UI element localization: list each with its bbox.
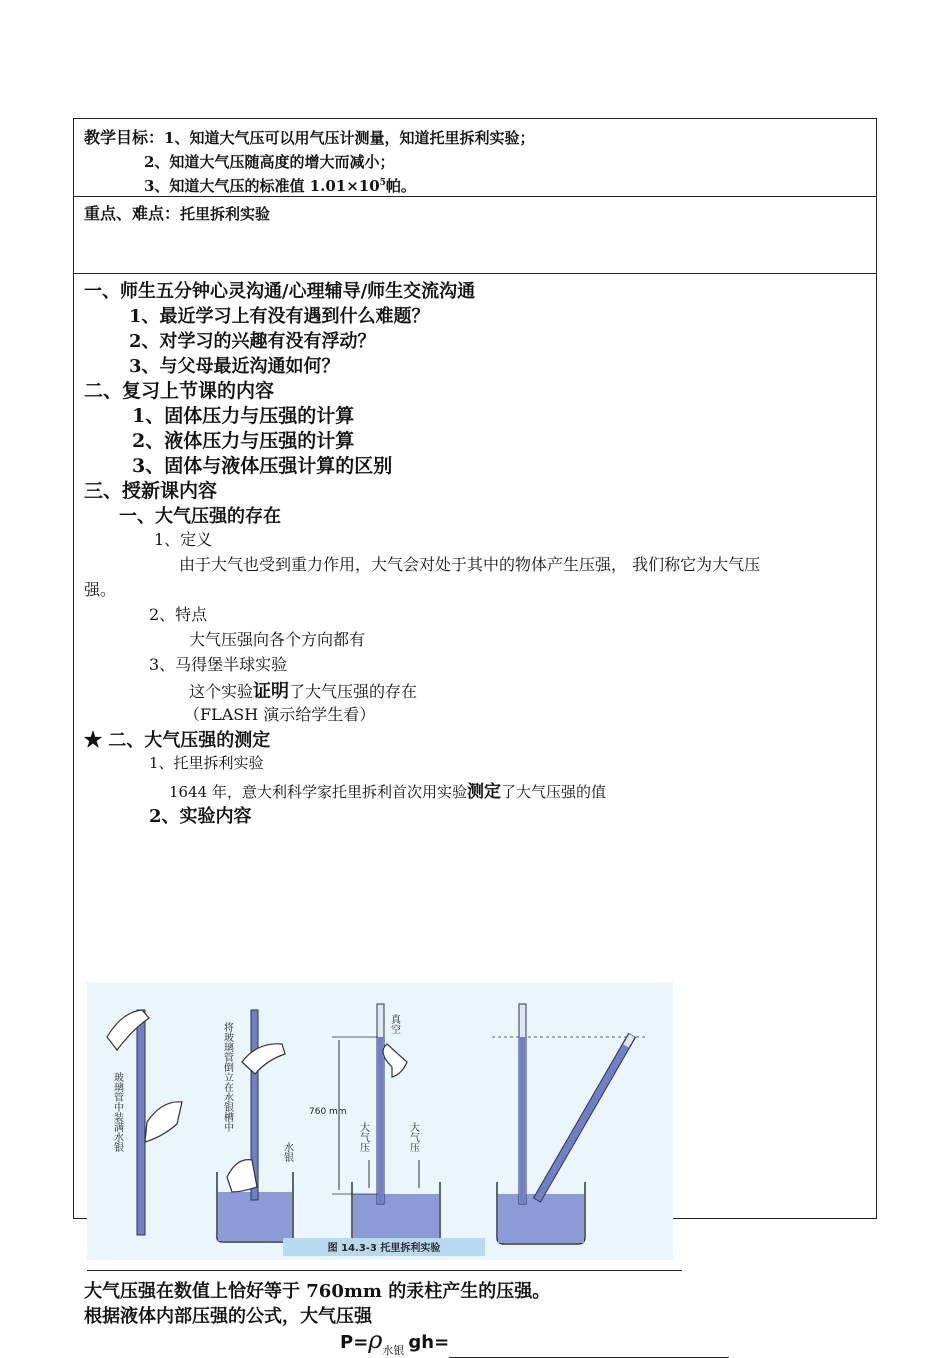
- s2-item-3: 3、固体与液体压强计算的区别: [132, 455, 393, 477]
- goals-line-1: [84, 125, 534, 148]
- answer-blank[interactable]: [449, 1339, 729, 1358]
- torricelli-figure: [87, 982, 673, 1260]
- label-vacuum: 真空: [388, 1014, 400, 1034]
- mercury-3: [353, 1194, 439, 1243]
- s3-flash: （FLASH 演示给学生看）: [184, 705, 376, 724]
- after-line-1: 大气压强在数值上恰好等于 760mm 的汞柱产生的压强。: [84, 1281, 551, 1302]
- s2-item-1: 1、固体压力与压强的计算: [132, 405, 355, 427]
- content-row: [74, 274, 876, 1357]
- goals-row: [74, 119, 876, 197]
- mercury-column-3: [378, 1037, 383, 1204]
- s1-item-2: 2、对学习的兴趣有没有浮动？: [129, 331, 376, 352]
- s3-sub1: 一、大气压强的存在: [119, 506, 281, 527]
- section-1-title: 一、师生五分钟心灵沟通/心理辅导/师生交流沟通: [84, 281, 476, 302]
- label-atm-2: 大气压: [407, 1122, 419, 1152]
- goal-item-3: 3、知道大气压的标准值 $1.01\times 10^5$帕。: [144, 177, 416, 195]
- mercury-column-4: [520, 1037, 525, 1204]
- formula: $P=\rho_{水银}$ gh=: [340, 1326, 729, 1358]
- s2-item-2: 2、液体压力与压强的计算: [132, 430, 355, 452]
- key-label: 重点、难点：: [84, 204, 181, 223]
- section-2-title: 二、复习上节课的内容: [84, 380, 275, 402]
- goals-label: 教学目标：: [84, 128, 165, 147]
- figure-caption: 图 14.3-3 托里拆利实验: [327, 1243, 441, 1254]
- goal-item-1: 1、知道大气压可以用气压计测量，知道托里拆利实验；: [164, 129, 535, 147]
- key-row: [74, 197, 876, 274]
- label-mercury: 水银: [281, 1142, 293, 1162]
- s3-feat-title: 2、特点: [149, 605, 208, 624]
- s1-item-3: 3、与父母最近沟通如何？: [129, 356, 340, 377]
- s3-def-text2: 强。: [84, 580, 117, 599]
- s3-tor-title: 1、托里拆利实验: [149, 754, 264, 772]
- s3-mag-text: 这个实验证明了大气压强的存在: [189, 681, 418, 702]
- tube-1: [137, 1010, 145, 1235]
- goal-item-2: 2、知道大气压随高度的增大而减小；: [144, 153, 395, 171]
- s3-exp-title: 2、实验内容: [149, 806, 252, 827]
- key-line: [84, 201, 270, 224]
- s1-item-1: 1、最近学习上有没有遇到什么难题？: [129, 306, 430, 327]
- s3-sub2: ★ 二、大气压强的测定: [84, 730, 271, 751]
- label-fill: 玻璃管中装满水银: [111, 1072, 123, 1152]
- s3-tor-text: 1644 年，意大利科学家托里拆利首次用实验测定了大气压强的值: [169, 782, 606, 802]
- s3-feat-text: 大气压强向各个方向都有: [189, 630, 366, 649]
- label-atm-1: 大气压: [357, 1122, 369, 1152]
- key-text: 托里拆利实验: [180, 205, 271, 223]
- rho-symbol: ρ: [368, 1326, 383, 1354]
- s3-def-title: 1、定义: [154, 530, 213, 549]
- label-invert: 将玻璃管倒立在水银槽中: [221, 1022, 233, 1132]
- label-760: 760 mm: [309, 1107, 347, 1117]
- section-3-title: 三、授新课内容: [84, 480, 218, 502]
- s3-def-text1: 由于大气也受到重力作用，大气会对处于其中的物体产生压强， 我们称它为大气压: [179, 555, 761, 574]
- after-line-2: 根据液体内部压强的公式，大气压强: [84, 1306, 372, 1327]
- lesson-table: [73, 118, 877, 1357]
- divider: [87, 1270, 682, 1271]
- s3-mag-title: 3、马得堡半球实验: [149, 655, 288, 674]
